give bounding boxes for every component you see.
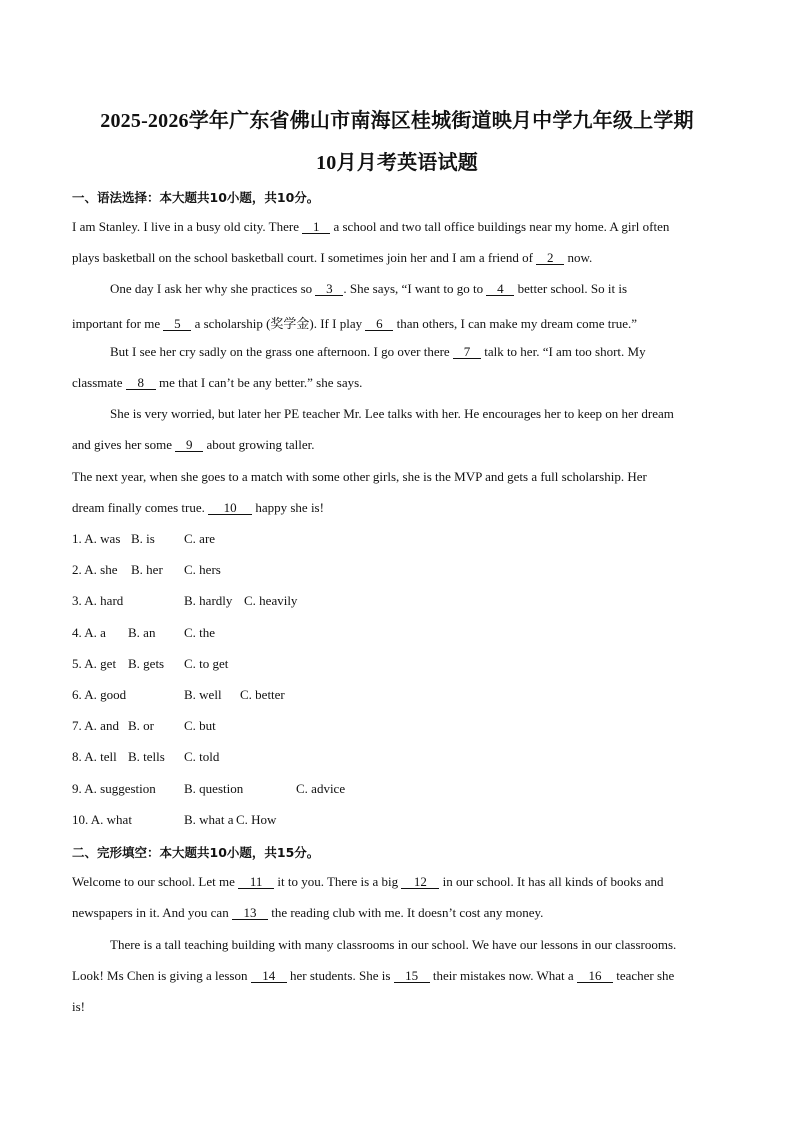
- option-b[interactable]: B. is: [131, 531, 155, 546]
- blank-8[interactable]: 8: [126, 376, 156, 390]
- option-c[interactable]: C. to get: [184, 656, 229, 671]
- blank-16[interactable]: 16: [577, 969, 613, 983]
- passage2-line: [110, 937, 676, 953]
- passage1-line: [72, 375, 362, 391]
- option-a[interactable]: 4. A. a: [72, 625, 106, 640]
- exam-title-line2: 10月月考英语试题: [316, 152, 478, 174]
- passage1-line: [72, 313, 637, 332]
- text: The next year, when she goes to a match with some other girls, she is the MVP and gets a full scholarship. Her: [72, 469, 647, 484]
- text: about growing taller.: [203, 437, 315, 452]
- text: me that I can’t be any better.” she says.: [155, 375, 363, 390]
- exam-title-line1: 2025-2026学年广东省佛山市南海区桂城街道映月中学九年级上学期: [100, 110, 694, 132]
- text: classmate: [72, 375, 126, 390]
- blank-14[interactable]: 14: [251, 969, 287, 983]
- text: . She says, “I want to go to: [343, 281, 487, 296]
- text: teacher she: [612, 968, 675, 983]
- option-a[interactable]: 1. A. was: [72, 531, 121, 546]
- option-b[interactable]: B. an: [128, 625, 156, 640]
- blank-4[interactable]: 4: [486, 282, 514, 296]
- option-c[interactable]: C. the: [184, 625, 216, 640]
- blank-1[interactable]: 1: [302, 220, 330, 234]
- text: plays basketball on the school basketball court. I sometimes join her and I am a friend of: [72, 250, 537, 265]
- text: talk to her. “I am too short. My: [480, 344, 646, 359]
- option-b[interactable]: B. question: [184, 781, 244, 796]
- passage2-line: [72, 874, 664, 890]
- passage2-line: [72, 999, 85, 1015]
- text: There is a tall teaching building with many classrooms in our school. We have our lessons in our classrooms.: [110, 937, 677, 952]
- text: dream finally comes true.: [72, 500, 209, 515]
- blank-2[interactable]: 2: [536, 251, 564, 265]
- blank-7[interactable]: 7: [453, 345, 481, 359]
- text: I am Stanley. I live in a busy old city. There: [72, 219, 303, 234]
- passage1-line: [72, 250, 592, 266]
- text: One day I ask her why she practices so: [110, 281, 316, 296]
- option-b[interactable]: B. tells: [128, 749, 165, 764]
- text: But I see her cry sadly on the grass one afternoon. I go over there: [110, 344, 453, 359]
- blank-13[interactable]: 13: [232, 906, 268, 920]
- text: a school and two tall office buildings near my home. A girl often: [330, 219, 670, 234]
- text: Look! Ms Chen is giving a lesson: [72, 968, 251, 983]
- section2-heading: 二、完形填空：本大题共10小题，共15分。: [72, 845, 320, 860]
- option-b[interactable]: B. well: [184, 687, 222, 702]
- passage1-line: [72, 469, 647, 485]
- text: than others, I can make my dream come true.”: [393, 316, 638, 331]
- text: their mistakes now. What a: [429, 968, 577, 983]
- option-c[interactable]: C. hers: [184, 562, 221, 577]
- text: the reading club with me. It doesn’t cost any money.: [267, 905, 544, 920]
- blank-15[interactable]: 15: [394, 969, 430, 983]
- option-b[interactable]: B. or: [128, 718, 154, 733]
- section1-heading: 一、语法选择：本大题共10小题，共10分。: [72, 190, 320, 205]
- option-b[interactable]: B. gets: [128, 656, 165, 671]
- option-a[interactable]: 6. A. good: [72, 687, 127, 702]
- option-a[interactable]: 10. A. what: [72, 812, 132, 827]
- blank-3[interactable]: 3: [315, 282, 343, 296]
- passage2-line: [72, 905, 543, 921]
- blank-12[interactable]: 12: [401, 875, 439, 889]
- text: and gives her some: [72, 437, 176, 452]
- text: newspapers in it. And you can: [72, 905, 232, 920]
- text: important for me: [72, 316, 164, 331]
- option-b[interactable]: B. what a: [184, 812, 234, 827]
- passage1-line: [72, 437, 314, 453]
- option-a[interactable]: 9. A. suggestion: [72, 781, 156, 796]
- option-c[interactable]: C. told: [184, 749, 220, 764]
- text: better school. So it is: [514, 281, 628, 296]
- text: now.: [564, 250, 593, 265]
- text: in our school. It has all kinds of books and: [439, 874, 664, 889]
- passage1-line: [110, 344, 646, 360]
- option-c[interactable]: C. but: [184, 718, 216, 733]
- blank-6[interactable]: 6: [365, 317, 393, 331]
- passage1-line: [110, 281, 627, 297]
- option-b[interactable]: B. hardly: [184, 593, 233, 608]
- text: She is very worried, but later her PE teacher Mr. Lee talks with her. He encourages her to keep on her dream: [110, 406, 674, 421]
- text: it to you. There is a big: [274, 874, 402, 889]
- passage1-line: [72, 219, 669, 235]
- option-c[interactable]: C. are: [184, 531, 216, 546]
- option-c[interactable]: C. heavily: [244, 593, 298, 608]
- blank-10[interactable]: 10: [208, 501, 252, 515]
- passage1-line: [110, 406, 674, 422]
- blank-5[interactable]: 5: [163, 317, 191, 331]
- option-a[interactable]: 2. A. she: [72, 562, 118, 577]
- text: is!: [72, 999, 85, 1014]
- option-b[interactable]: B. her: [131, 562, 163, 577]
- option-a[interactable]: 8. A. tell: [72, 749, 117, 764]
- option-c[interactable]: C. How: [236, 812, 277, 827]
- passage2-line: [72, 968, 674, 984]
- option-c[interactable]: C. better: [240, 687, 285, 702]
- option-a[interactable]: 5. A. get: [72, 656, 117, 671]
- text: Welcome to our school. Let me: [72, 874, 239, 889]
- option-a[interactable]: 7. A. and: [72, 718, 119, 733]
- text: her students. She is: [286, 968, 394, 983]
- blank-11[interactable]: 11: [238, 875, 274, 889]
- text: happy she is!: [252, 500, 324, 515]
- text: a scholarship (奖学金). If I play: [191, 316, 366, 331]
- blank-9[interactable]: 9: [175, 438, 203, 452]
- option-a[interactable]: 3. A. hard: [72, 593, 124, 608]
- option-c[interactable]: C. advice: [296, 781, 346, 796]
- passage1-line: [72, 500, 324, 516]
